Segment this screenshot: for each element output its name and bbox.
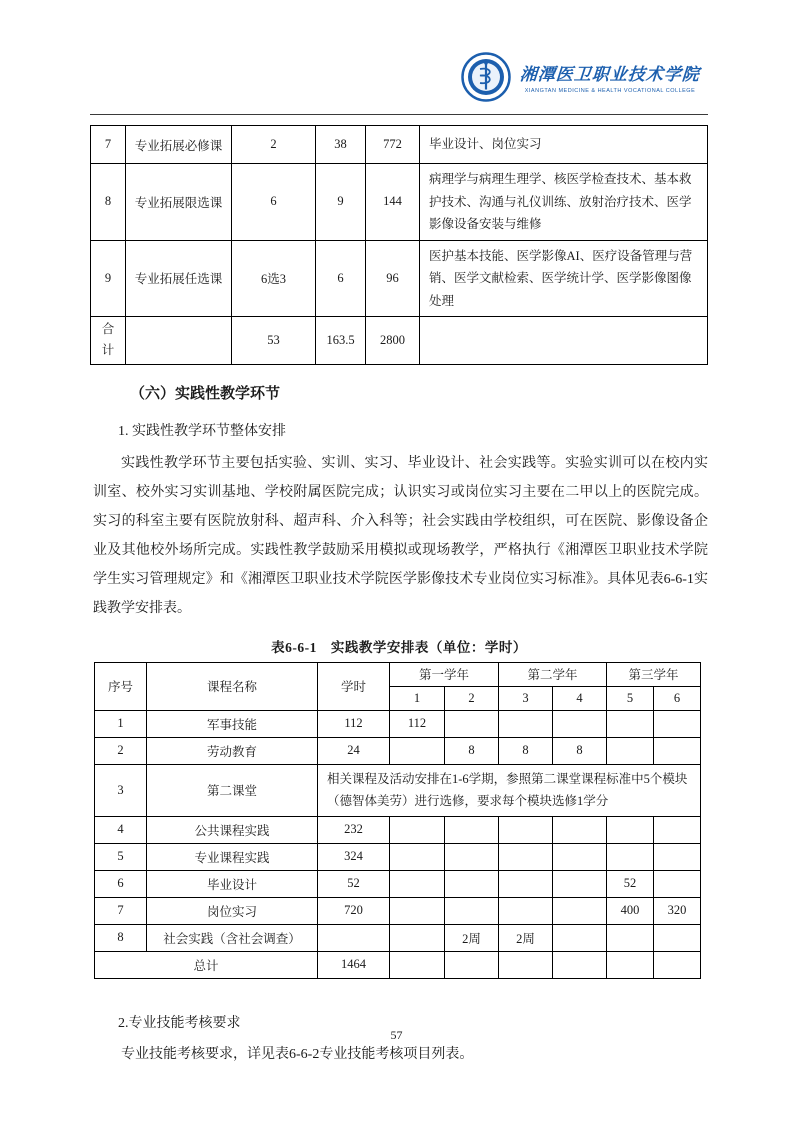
cell-sem-1 (390, 737, 445, 764)
cell-sem-6 (654, 924, 701, 951)
college-logo-text (520, 60, 700, 94)
cell-sem-6 (654, 737, 701, 764)
cell-sem-5: 400 (607, 897, 654, 924)
header-sem-5: 5 (607, 686, 654, 710)
cell-sem-5 (607, 737, 654, 764)
practice-table-title: 表6-6-1 实践教学安排表（单位：学时） (271, 639, 527, 655)
cell-hours: 1464 (318, 951, 390, 978)
cell-course: 岗位实习 (147, 897, 318, 924)
cell-sem-4 (553, 816, 607, 843)
cell-seq: 1 (95, 710, 147, 737)
cell-note: 相关课程及活动安排在1-6学期，参照第二课堂课程标准中5个模块（德智体美劳）进行选修，要求每个模块选修1学分 (318, 764, 701, 816)
cell-courses: 毕业设计、岗位实习 (420, 126, 708, 164)
cell-value-1: 53 (232, 317, 316, 365)
section-paragraph-2: 专业技能考核要求，详见表6-6-2专业技能考核项目列表。 (121, 1046, 474, 1062)
cell-seq: 6 (95, 870, 147, 897)
cell-sem-5 (607, 951, 654, 978)
cell-sem-2 (445, 710, 499, 737)
header-year1: 第一学年 (390, 662, 499, 686)
cell-total-label (91, 317, 126, 365)
cell-sem-6 (654, 951, 701, 978)
cell-seq: 3 (95, 764, 147, 816)
college-name-english: XIANGTAN MEDICINE & HEALTH VOCATIONAL COLLEGE (524, 88, 696, 94)
document-header (90, 0, 708, 115)
cell-seq: 9 (91, 240, 126, 317)
header-seq: 序号 (95, 662, 147, 710)
cell-value-3: 772 (366, 126, 420, 164)
cell-value-2: 38 (316, 126, 366, 164)
cell-sem-1 (390, 843, 445, 870)
cell-sem-6 (654, 843, 701, 870)
cell-sem-2 (445, 951, 499, 978)
table-row (95, 870, 701, 897)
cell-sem-1 (390, 951, 445, 978)
cell-total-label: 总计 (95, 951, 318, 978)
curriculum-structure-table (90, 125, 708, 365)
cell-seq: 8 (95, 924, 147, 951)
cell-sem-6 (654, 710, 701, 737)
cell-sem-5 (607, 816, 654, 843)
cell-sem-3: 2周 (499, 924, 553, 951)
cell-sem-5 (607, 710, 654, 737)
header-course: 课程名称 (147, 662, 318, 710)
cell-hours: 720 (318, 897, 390, 924)
header-sem-2: 2 (445, 686, 499, 710)
table-row (91, 240, 708, 317)
cell-sem-1 (390, 870, 445, 897)
cell-sem-1: 112 (390, 710, 445, 737)
header-sem-6: 6 (654, 686, 701, 710)
cell-course: 劳动教育 (147, 737, 318, 764)
header-sem-1: 1 (390, 686, 445, 710)
college-name: 湘潭医卫职业技术学院 (519, 65, 701, 84)
cell-courses: 医护基本技能、医学影像AI、医疗设备管理与营销、医学文献检索、医学统计学、医学影像图像处理 (420, 240, 708, 317)
cell-category: 专业拓展必修课 (126, 126, 232, 164)
cell-seq: 8 (91, 164, 126, 241)
cell-value-1: 6 (232, 164, 316, 241)
cell-hours: 324 (318, 843, 390, 870)
cell-sem-3 (499, 843, 553, 870)
section-paragraph: 实践性教学环节主要包括实验、实训、实习、毕业设计、社会实践等。实验实训可以在校内实训室、校外实习实训基地、学校附属医院完成；认识实习或岗位实习主要在二甲以上的医院完成。实习的科室主要有医院放射科、超声科、介入科等；社会实践由学校组织，可在医院、影像设备企业及其他校外场所完成。实践性教学鼓励采用模拟或现场教学，严格执行《湘潭医卫职业技术学院学生实习管理规定》和《湘潭医卫职业技术学院医学影像技术专业岗位实习标准》。具体见表6-6-1实践教学安排表。 (93, 455, 708, 616)
cell-sem-2 (445, 843, 499, 870)
cell-sem-2 (445, 897, 499, 924)
header-year3: 第三学年 (607, 662, 701, 686)
cell-value-2: 163.5 (316, 317, 366, 365)
page-number: 57 (390, 1028, 403, 1042)
cell-hours: 24 (318, 737, 390, 764)
cell-courses (420, 317, 708, 365)
cell-sem-1 (390, 897, 445, 924)
table-total-row (91, 317, 708, 365)
cell-seq: 5 (95, 843, 147, 870)
cell-courses: 病理学与病理生理学、核医学检查技术、基本救护技术、沟通与礼仪训练、放射治疗技术、医学影像设备安装与维修 (420, 164, 708, 241)
cell-sem-2: 8 (445, 737, 499, 764)
cell-value-2: 6 (316, 240, 366, 317)
cell-sem-2: 2周 (445, 924, 499, 951)
cell-sem-4 (553, 924, 607, 951)
table-row (95, 924, 701, 951)
cell-sem-4 (553, 843, 607, 870)
cell-course: 第二课堂 (147, 764, 318, 816)
cell-sem-5: 52 (607, 870, 654, 897)
cell-seq: 2 (95, 737, 147, 764)
cell-sem-3 (499, 951, 553, 978)
cell-hours: 52 (318, 870, 390, 897)
college-logo (461, 52, 700, 102)
cell-sem-3 (499, 870, 553, 897)
cell-sem-5 (607, 843, 654, 870)
cell-sem-4 (553, 951, 607, 978)
cell-sem-2 (445, 870, 499, 897)
table-row (91, 126, 708, 164)
cell-sem-4 (553, 870, 607, 897)
cell-sem-3 (499, 897, 553, 924)
cell-sem-3 (499, 710, 553, 737)
table-row (95, 737, 701, 764)
cell-category: 专业拓展限选课 (126, 164, 232, 241)
cell-value-2: 9 (316, 164, 366, 241)
cell-sem-1 (390, 924, 445, 951)
college-emblem-icon (461, 52, 511, 102)
cell-sem-5 (607, 924, 654, 951)
cell-sem-6: 320 (654, 897, 701, 924)
section-subitem-2: 2.专业技能考核要求 (118, 1015, 241, 1031)
table-row (95, 764, 701, 816)
header-hours: 学时 (318, 662, 390, 710)
cell-sem-6 (654, 870, 701, 897)
cell-course: 毕业设计 (147, 870, 318, 897)
header-row (95, 662, 701, 686)
cell-sem-3 (499, 816, 553, 843)
cell-seq: 7 (95, 897, 147, 924)
section-heading: （六）实践性教学环节 (130, 385, 281, 402)
cell-seq: 4 (95, 816, 147, 843)
cell-category: 专业拓展任选课 (126, 240, 232, 317)
practice-schedule-table (94, 662, 701, 979)
cell-course: 社会实践（含社会调查） (147, 924, 318, 951)
cell-value-3: 2800 (366, 317, 420, 365)
cell-course: 公共课程实践 (147, 816, 318, 843)
cell-hours: 112 (318, 710, 390, 737)
header-sem-4: 4 (553, 686, 607, 710)
section-subitem-1: 1. 实践性教学环节整体安排 (118, 423, 286, 439)
cell-course: 专业课程实践 (147, 843, 318, 870)
cell-hours (318, 924, 390, 951)
table-row (95, 897, 701, 924)
cell-category (126, 317, 232, 365)
total-label: 合计 (101, 322, 115, 358)
table-row (95, 816, 701, 843)
cell-sem-4 (553, 710, 607, 737)
cell-sem-1 (390, 816, 445, 843)
cell-sem-2 (445, 816, 499, 843)
cell-course: 军事技能 (147, 710, 318, 737)
cell-value-1: 6选3 (232, 240, 316, 317)
cell-value-3: 96 (366, 240, 420, 317)
table-row (91, 164, 708, 241)
cell-seq: 7 (91, 126, 126, 164)
table-row (95, 710, 701, 737)
table-row (95, 843, 701, 870)
table-total-row (95, 951, 701, 978)
cell-sem-4: 8 (553, 737, 607, 764)
cell-value-3: 144 (366, 164, 420, 241)
cell-hours: 232 (318, 816, 390, 843)
cell-sem-3: 8 (499, 737, 553, 764)
cell-sem-6 (654, 816, 701, 843)
header-year2: 第二学年 (499, 662, 607, 686)
cell-sem-4 (553, 897, 607, 924)
header-sem-3: 3 (499, 686, 553, 710)
cell-value-1: 2 (232, 126, 316, 164)
